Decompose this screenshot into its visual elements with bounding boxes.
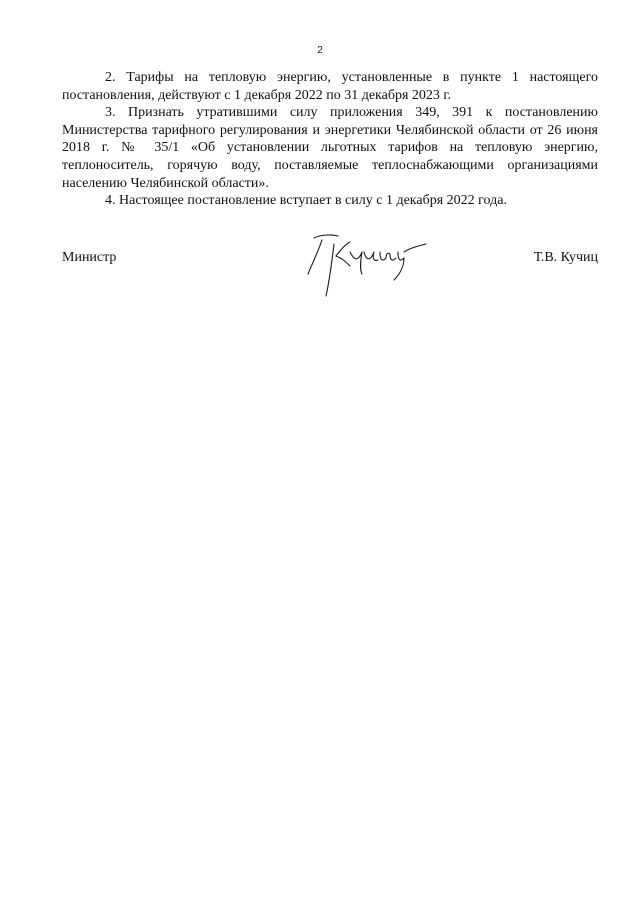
signatory-title: Министр [62, 250, 117, 265]
document-body [62, 69, 598, 210]
signatory-name: Т.В. Кучиц [533, 250, 598, 265]
page-number: 2 [317, 45, 323, 56]
signature-block [62, 250, 598, 310]
paragraph-3-repeal: 3. Признать утратившими силу приложения 349, 391 к постановлению Министерства тарифного регулирования и энергетики Челябинской области от 26 июня 2018 г. № 35/1 «Об установлении льготных тарифов на тепловую энергию, теплоноситель, горячую воду, поставляемые теплоснабжающими организациями населению Челябинской области». [62, 105, 598, 191]
handwritten-signature [300, 230, 430, 300]
paragraph-4-effective-date: 4. Настоящее постановление вступает в силу с 1 декабря 2022 года. [105, 193, 507, 209]
paragraph-2-tariff-period: 2. Тарифы на тепловую энергию, установленные в пункте 1 настоящего постановления, действуют с 1 декабря 2022 по 31 декабря 2023 г. [62, 70, 598, 103]
